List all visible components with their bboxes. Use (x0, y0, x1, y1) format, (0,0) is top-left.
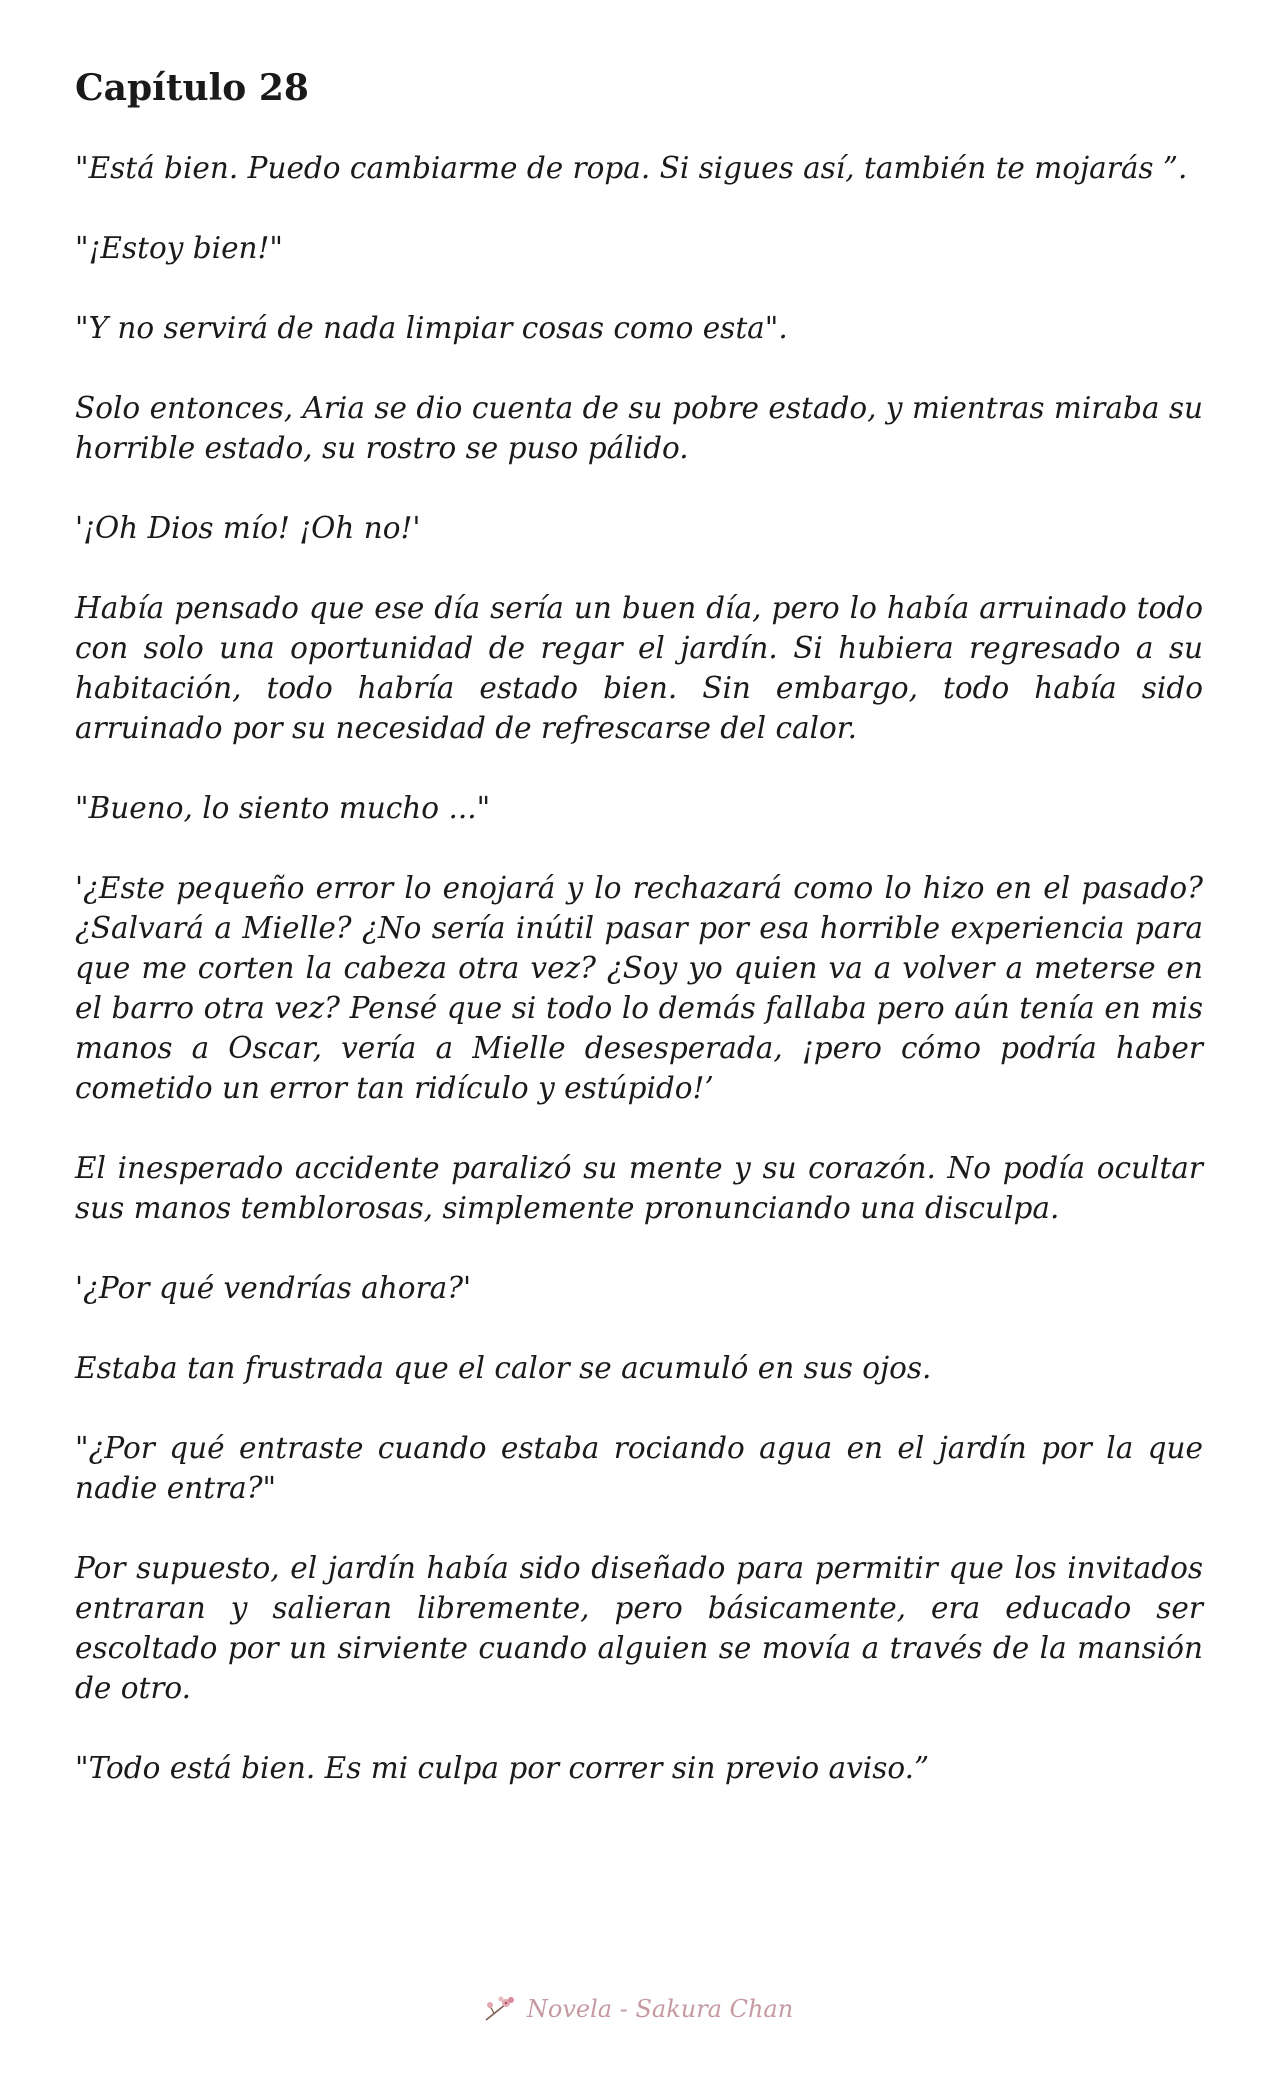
chapter-title: Capítulo 28 (75, 67, 309, 109)
paragraph: '¡Oh Dios mío! ¡Oh no!' (75, 511, 421, 545)
paragraph: Estaba tan frustrada que el calor se acumuló en sus ojos. (75, 1351, 932, 1385)
paragraph: Había pensado que ese día sería un buen día, pero lo había arruinado todo con solo una oportunidad de regar el jardín. Si hubiera regresado a su habitación, todo habría estado bien. Sin embargo, todo había sido arruinado por su necesidad de refrescarse del calor. (75, 591, 1203, 745)
watermark (0, 1994, 1275, 2024)
paragraph: '¿Este pequeño error lo enojará y lo rechazará como lo hizo en el pasado? ¿Salvará a Mielle? ¿No sería inútil pasar por esa horrible experiencia para que me corten la cabeza otra vez? ¿Soy yo quien va a volver a meterse en el barro otra vez? Pensé que si todo lo demás fallaba pero aún tenía en mis manos a Oscar, vería a Mielle desesperada, ¡pero cómo podría haber cometido un error tan ridículo y estúpido!’ (75, 871, 1203, 1105)
sakura-flower-icon (482, 1994, 518, 2024)
paragraph: "Está bien. Puedo cambiarme de ropa. Si sigues así, también te mojarás ”. (75, 151, 1188, 185)
paragraph: Solo entonces, Aria se dio cuenta de su pobre estado, y mientras miraba su horrible estado, su rostro se puso pálido. (75, 391, 1203, 465)
paragraph: El inesperado accidente paralizó su mente y su corazón. No podía ocultar sus manos temblorosas, simplemente pronunciando una disculpa. (75, 1151, 1203, 1225)
watermark-text: Novela - Sakura Chan (526, 1995, 794, 2023)
paragraph: Por supuesto, el jardín había sido diseñado para permitir que los invitados entraran y salieran libremente, pero básicamente, era educado ser escoltado por un sirviente cuando alguien se movía a través de la mansión de otro. (75, 1551, 1203, 1705)
paragraph: '¿Por qué vendrías ahora?' (75, 1271, 472, 1305)
chapter-page (75, 68, 1203, 1788)
paragraph: "Bueno, lo siento mucho ..." (75, 791, 491, 825)
paragraph: "Y no servirá de nada limpiar cosas como esta". (75, 311, 788, 345)
paragraph: "¿Por qué entraste cuando estaba rociando agua en el jardín por la que nadie entra?" (75, 1431, 1203, 1505)
paragraph: "¡Estoy bien!" (75, 231, 283, 265)
paragraph: "Todo está bien. Es mi culpa por correr sin previo aviso.” (75, 1751, 930, 1785)
